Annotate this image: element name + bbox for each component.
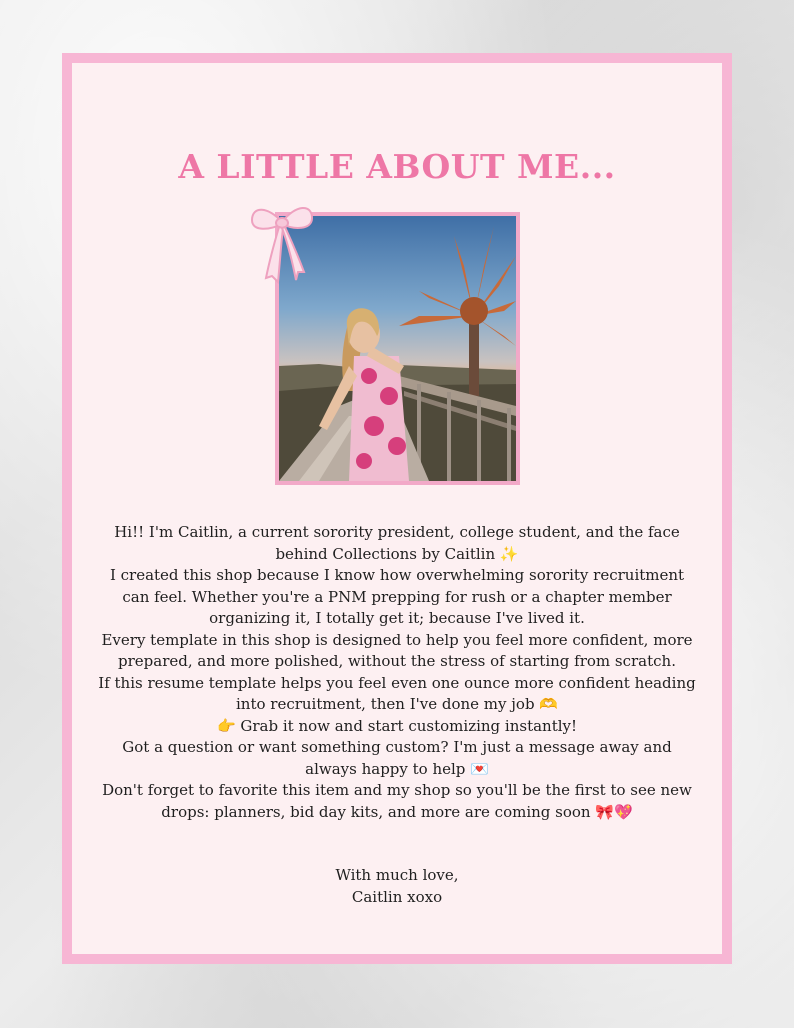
about-paragraph: Hi!! I'm Caitlin, a current sorority president, college student, and the face behind Collections by Caitlin ✨	[114, 523, 680, 563]
about-body	[98, 522, 696, 823]
about-paragraph: Every template in this shop is designed to help you feel more confident, more prepared, and more polished, without the stress of starting from scratch.	[101, 630, 693, 670]
about-card	[62, 53, 732, 964]
signoff	[72, 865, 722, 908]
page-title: A LITTLE ABOUT ME...	[178, 147, 616, 186]
pink-bow-icon	[248, 196, 316, 284]
about-paragraph: Don't forget to favorite this item and my shop so you'll be the first to see new drops: planners, bid day kits, and more are coming soon 🎀💖	[102, 781, 692, 821]
about-paragraph: If this resume template helps you feel even one ounce more confident heading into recruitment, then I've done my job 🫶	[98, 673, 696, 713]
about-paragraph: I created this shop because I know how overwhelming sorority recruitment can feel. Whether you're a PNM prepping for rush or a chapter member organizing it, I totally get it; because I've lived it.	[109, 566, 685, 627]
about-paragraph: 👉 Grab it now and start customizing instantly!	[216, 716, 578, 735]
signoff-line: With much love,	[335, 866, 459, 884]
signoff-name: Caitlin xoxo	[351, 887, 443, 906]
about-paragraph: Got a question or want something custom? I'm just a message away and always happy to help 💌	[122, 738, 672, 778]
